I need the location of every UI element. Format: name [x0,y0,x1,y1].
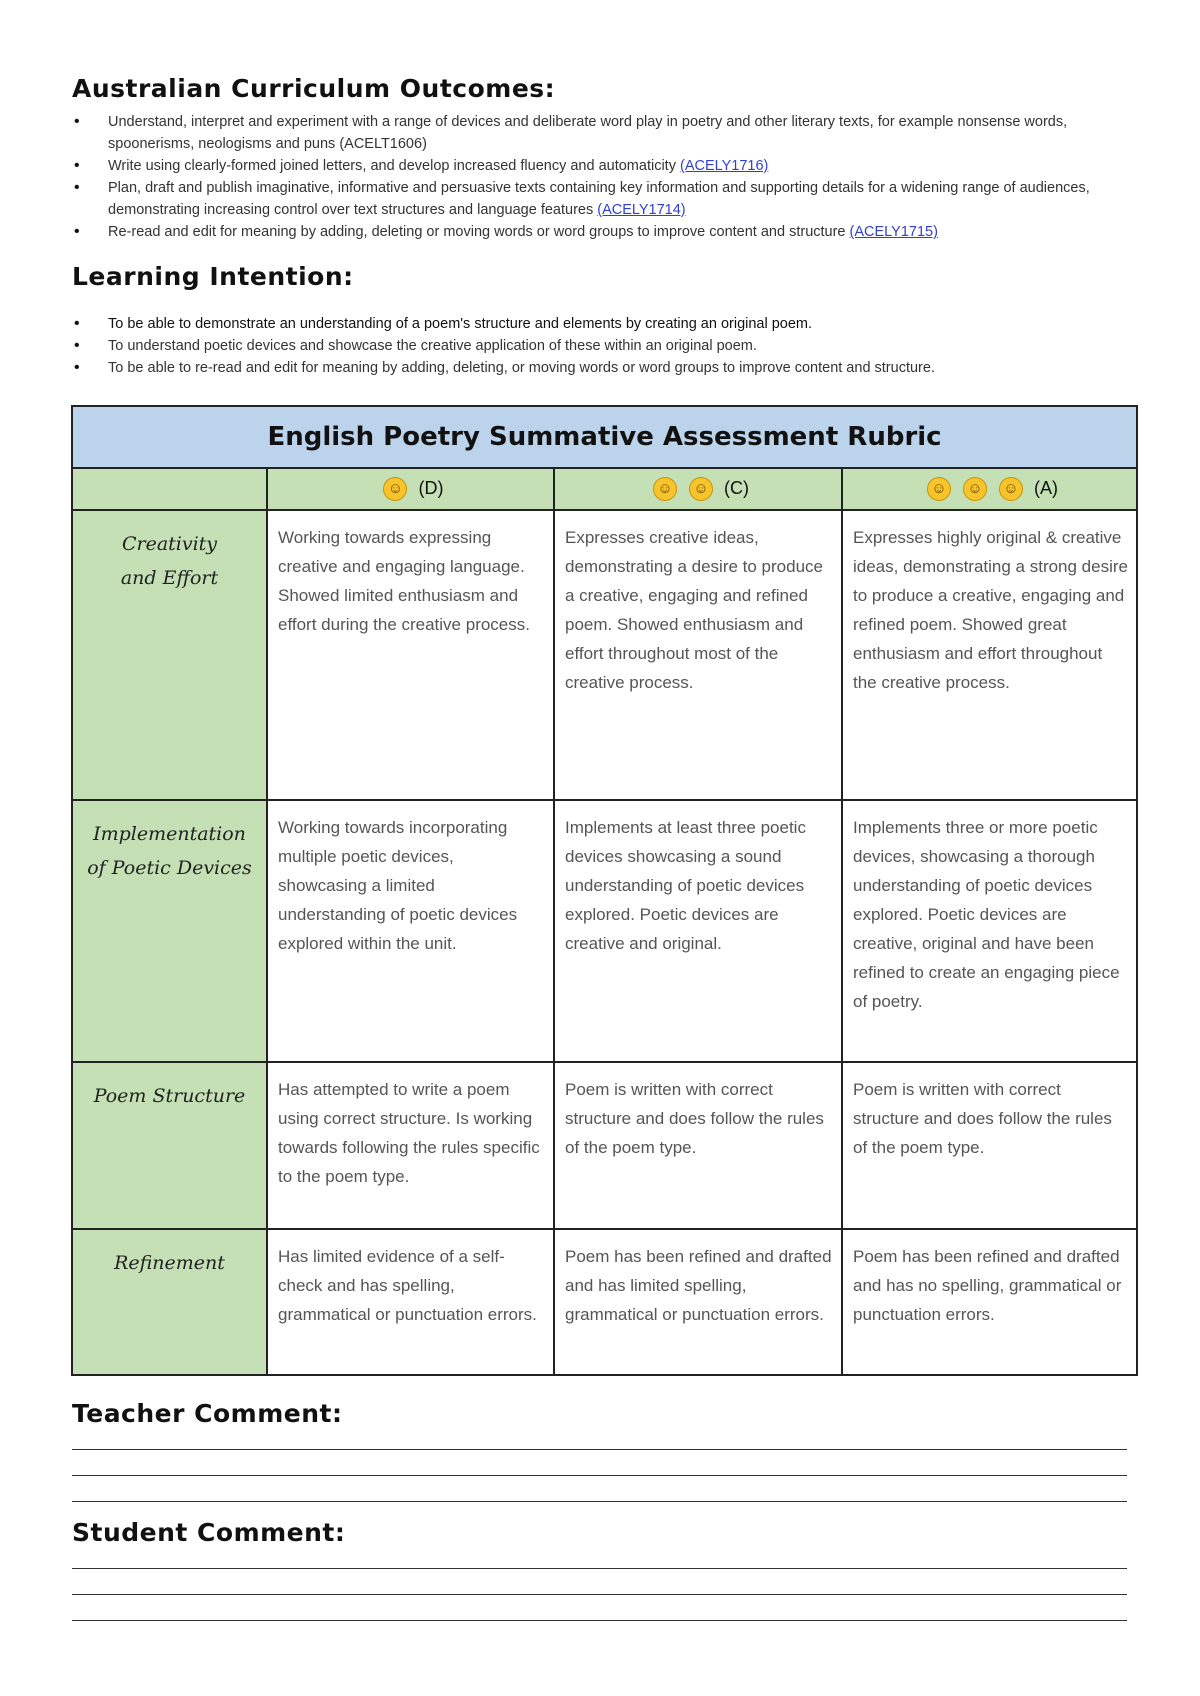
smiley-icon: ☺ [383,477,407,501]
rubric-row-refinement [72,1229,1137,1375]
criterion-label: and Effort [120,567,219,589]
rubric-row-structure [72,1062,1137,1229]
outcome-item [72,177,1152,221]
writing-line[interactable] [72,1569,1127,1595]
grade-header-d [267,468,554,510]
intention-text: To be able to demonstrate an understanding of a poem's structure and elements by creating an original poem. [108,316,813,332]
teacher-comment-lines[interactable] [72,1424,1127,1502]
student-comment-heading: Student Comment: [72,1518,346,1547]
writing-line[interactable] [72,1476,1127,1502]
grade-header-row [72,468,1137,510]
outcomes-heading: Australian Curriculum Outcomes: [72,74,556,103]
outcomes-list [72,111,1152,243]
descriptor-c: Poem has been refined and drafted and has limited spelling, grammatical or punctuation errors. [554,1229,842,1375]
rubric-table [71,405,1138,1376]
intention-item [72,313,1152,335]
descriptor-c: Implements at least three poetic devices showcasing a sound understanding of poetic devices explored. Poetic devices are creative and original. [554,800,842,1062]
criterion-label: Implementation [93,823,246,845]
intention-text: To be able to re-read and edit for meaning by adding, deleting, or moving words or word groups to improve content and structure. [108,360,935,376]
grade-label: (C) [724,477,749,498]
outcome-code-link[interactable]: (ACELY1714) [597,202,686,218]
outcome-text: Write using clearly-formed joined letters, and develop increased fluency and automaticity [108,158,680,174]
criterion-label: Creativity [121,533,218,555]
teacher-comment-heading: Teacher Comment: [72,1399,343,1428]
criterion-cell [72,800,267,1062]
descriptor-c: Poem is written with correct structure and does follow the rules of the poem type. [554,1062,842,1229]
descriptor-a: Expresses highly original & creative ideas, demonstrating a strong desire to produce a creative, engaging and refined poem. Showed great enthusiasm and effort throughout the creative process. [842,510,1137,800]
smiley-icon: ☺ [999,477,1023,501]
smiley-icon: ☺ [927,477,951,501]
criterion-cell [72,1062,267,1229]
grade-header-a [842,468,1137,510]
writing-line[interactable] [72,1450,1127,1476]
outcome-item [72,155,1152,177]
rubric-row-creativity [72,510,1137,800]
descriptor-d: Working towards expressing creative and engaging language. Showed limited enthusiasm and effort during the creative process. [267,510,554,800]
rubric-title-row [72,406,1137,468]
rubric-row-poetic-devices [72,800,1137,1062]
intention-item [72,357,1152,379]
student-comment-lines[interactable] [72,1543,1127,1621]
descriptor-a: Poem is written with correct structure and does follow the rules of the poem type. [842,1062,1137,1229]
descriptor-d: Has limited evidence of a self-check and has spelling, grammatical or punctuation errors. [267,1229,554,1375]
outcome-code-link[interactable]: (ACELY1716) [679,158,769,174]
smiley-icon: ☺ [963,477,987,501]
descriptor-a: Implements three or more poetic devices, showcasing a thorough understanding of poetic devices explored. Poetic devices are creative, original and have been refined to create an engaging piece of poetry. [842,800,1137,1062]
outcome-code-link[interactable]: (ACELY1715) [849,224,938,240]
intention-heading: Learning Intention: [72,262,354,291]
grade-label: (D) [418,477,444,498]
intention-item [72,335,1152,357]
writing-line[interactable] [72,1543,1127,1569]
intention-list [72,313,1152,379]
criterion-label: of Poetic Devices [87,857,252,879]
descriptor-d: Working towards incorporating multiple poetic devices, showcasing a limited understanding of poetic devices explored within the unit. [267,800,554,1062]
outcome-item [72,111,1152,155]
writing-line[interactable] [72,1424,1127,1450]
criterion-label: Poem Structure [93,1085,246,1107]
outcome-item [72,221,1152,243]
grade-header-empty [72,468,267,510]
smiley-icon: ☺ [689,477,713,501]
outcome-text: Understand, interpret and experiment with a range of devices and deliberate word play in poetry and other literary texts, for example nonsense words, spoonerisms, neologisms and puns (ACELT1606) [108,114,1068,152]
writing-line[interactable] [72,1595,1127,1621]
smiley-icon: ☺ [653,477,677,501]
outcome-text: Plan, draft and publish imaginative, informative and persuasive texts containing key information and supporting details for a widening range of audiences, demonstrating increasing control over text structures and language features [108,180,1090,218]
rubric-title: English Poetry Summative Assessment Rubric [72,406,1137,468]
grade-header-c [554,468,842,510]
criterion-cell [72,510,267,800]
criterion-label: Refinement [114,1252,225,1274]
criterion-cell [72,1229,267,1375]
intention-text: To understand poetic devices and showcase the creative application of these within an original poem. [108,338,757,354]
descriptor-a: Poem has been refined and drafted and has no spelling, grammatical or punctuation errors. [842,1229,1137,1375]
descriptor-c: Expresses creative ideas, demonstrating a desire to produce a creative, engaging and refined poem. Showed enthusiasm and effort throughout most of the creative process. [554,510,842,800]
descriptor-d: Has attempted to write a poem using correct structure. Is working towards following the rules specific to the poem type. [267,1062,554,1229]
outcome-text: Re-read and edit for meaning by adding, deleting or moving words or word groups to improve content and structure [108,224,850,240]
grade-label: (A) [1034,477,1059,498]
